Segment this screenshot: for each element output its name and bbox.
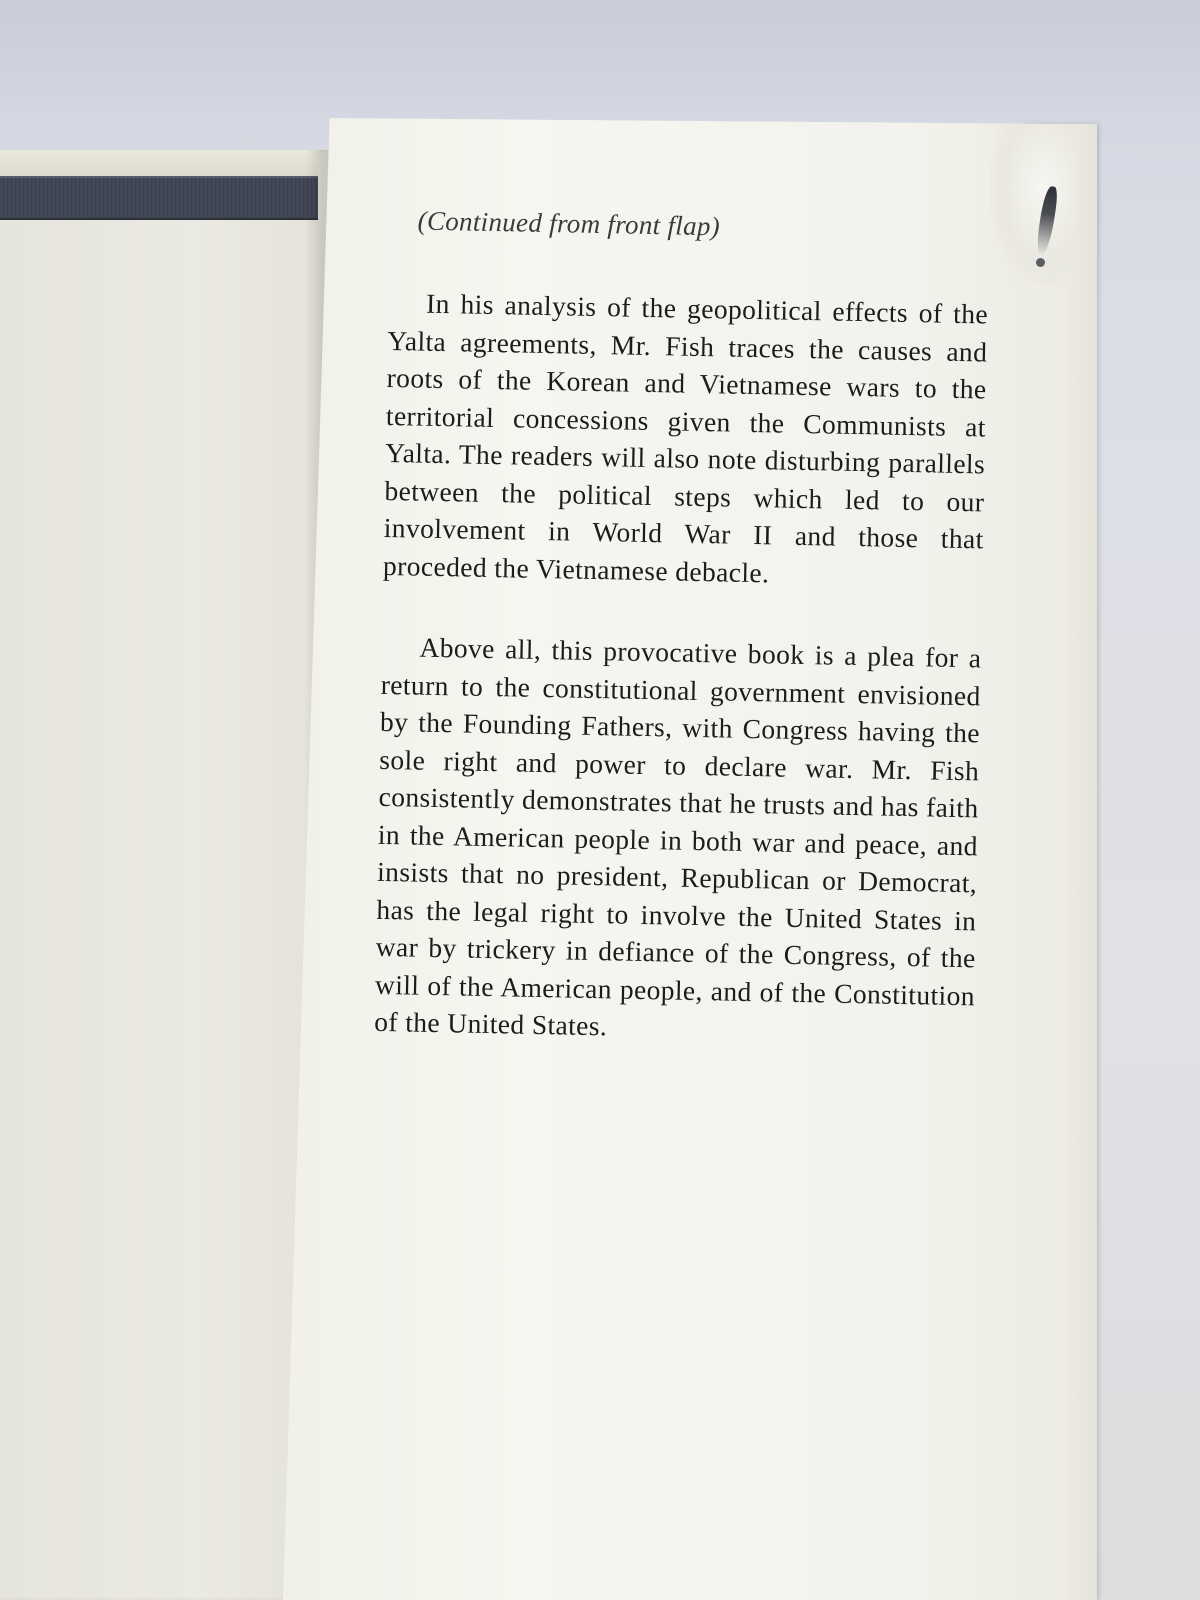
continued-note: (Continued from front flap) bbox=[417, 205, 721, 242]
book-cloth-band bbox=[0, 176, 318, 220]
worn-corner bbox=[990, 124, 1080, 284]
flap-text-block bbox=[374, 205, 990, 1052]
book-back-board bbox=[0, 150, 330, 1600]
flap-paragraph-1: In his analysis of the geopolitical effects of the Yalta agreements, Mr. Fish traces the causes and roots of the Korean and Vietnamese wars to the territorial concessions given the Communists at Yalta. The readers will also note disturbing parallels between the political steps which led to our involvement in World War II and those that proceded the Vietnamese debacle. bbox=[382, 287, 989, 588]
flap-paragraph-2: Above all, this provocative book is a plea for a return to the constitutional government envisioned by the Founding Fathers, with Congress having the sole right and power to declare war. Mr. Fish consistently demonstrates that he trusts and has faith in the American people in both war and peace, and insists that no president, Republican or Democrat, has the legal right to involve the United States in war by trickery in defiance of the Congress, of the will of the American people, and of the Constitution of the United States. bbox=[374, 631, 982, 1042]
jacket-blemish bbox=[1036, 258, 1045, 267]
book-board-top-edge bbox=[0, 150, 318, 176]
